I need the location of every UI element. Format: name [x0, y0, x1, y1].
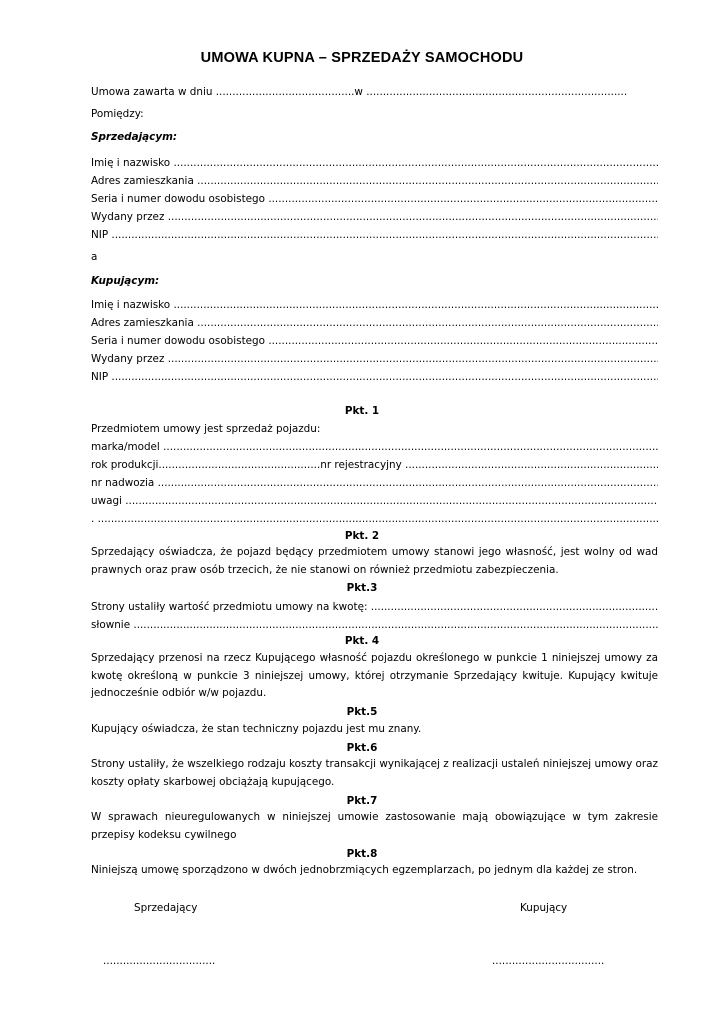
pkt8-heading: Pkt.8: [346, 848, 378, 860]
pkt7-heading: Pkt.7: [346, 795, 378, 807]
vehicle-notes-blank-line: . .....: [91, 513, 658, 526]
buyer-address-field: Adres zamieszkania .....: [91, 317, 658, 330]
seller-signature-line: ..................................: [103, 955, 216, 967]
seller-name-field: Imię i nazwisko .....: [91, 157, 658, 170]
pkt6-heading: Pkt.6: [346, 742, 378, 754]
buyer-id-field: Seria i numer dowodu osobistego .....: [91, 335, 658, 348]
seller-nip-field: NIP .....: [91, 229, 658, 242]
vehicle-year-registration-field: rok produkcji.................................................nr rejestracyjny .....: [91, 459, 658, 472]
seller-signature-label: Sprzedający: [134, 902, 198, 914]
pkt8-text: Niniejszą umowę sporządzono w dwóch jednobrzmiących egzemplarzach, po jednym dla każdej ze stron.: [91, 864, 638, 876]
seller-issued-by-field: Wydany przez .....: [91, 211, 658, 224]
pkt2-text: Sprzedający oświadcza, że pojazd będący przedmiotem umowy stanowi jego własność, jest wolny od wad prawnych oraz praw osób trzecich, że nie stanowi on również przedmiotu zabezpieczenia.: [91, 546, 658, 576]
document-title: UMOWA KUPNA – SPRZEDAŻY SAMOCHODU: [200, 50, 524, 66]
pkt4-text: Sprzedający przenosi na rzecz Kupującego własność pojazdu określonego w punkcie 1 niniejszej umowy za kwotę określoną w punkcie 3 niniejszej umowy, której otrzymanie Sprzedający kwituje. Kupujący kwituje jednocześnie odbiór w/w pojazdu.: [91, 652, 658, 699]
vehicle-make-model-field: marka/model .....: [91, 441, 658, 454]
pkt1-heading: Pkt. 1: [344, 405, 380, 417]
seller-address-field: Adres zamieszkania .....: [91, 175, 658, 188]
pkt7-text: W sprawach nieuregulowanych w niniejszej umowie zastosowanie mają obowiązujące w tym zakresie przepisy kodeksu cywilnego: [91, 811, 658, 841]
pkt3-heading: Pkt.3: [346, 582, 378, 594]
contract-value-field: Strony ustaliły wartość przedmiotu umowy na kwotę: .....: [91, 601, 658, 614]
pkt5-heading: Pkt.5: [346, 706, 378, 718]
pkt2-heading: Pkt. 2: [344, 530, 380, 542]
buyer-name-field: Imię i nazwisko .....: [91, 299, 658, 312]
seller-heading: Sprzedającym:: [91, 131, 178, 143]
buyer-nip-field: NIP .....: [91, 371, 658, 384]
buyer-signature-label: Kupujący: [520, 902, 568, 914]
seller-id-field: Seria i numer dowodu osobistego .....: [91, 193, 658, 206]
buyer-issued-by-field: Wydany przez .....: [91, 353, 658, 366]
vehicle-notes-field: uwagi .....: [91, 495, 658, 508]
contract-date-line: Umowa zawarta w dniu ..........................................w ...............................................................................: [91, 86, 628, 98]
pkt6-text: Strony ustaliły, że wszelkiego rodzaju koszty transakcji wynikającej z realizacji ustaleń niniejszej umowy oraz koszty opłaty skarbowej obciążają kupującego.: [91, 758, 658, 788]
buyer-heading: Kupującym:: [91, 275, 160, 287]
pkt5-text: Kupujący oświadcza, że stan techniczny pojazdu jest mu znany.: [91, 723, 422, 735]
pkt4-heading: Pkt. 4: [344, 635, 380, 647]
buyer-signature-line: ..................................: [492, 955, 605, 967]
conjunction-a: a: [91, 251, 98, 263]
contract-value-words-field: słownie .....: [91, 619, 658, 632]
between-label: Pomiędzy:: [91, 108, 144, 120]
vehicle-body-number-field: nr nadwozia .....: [91, 477, 658, 490]
pkt1-intro: Przedmiotem umowy jest sprzedaż pojazdu:: [91, 423, 321, 435]
